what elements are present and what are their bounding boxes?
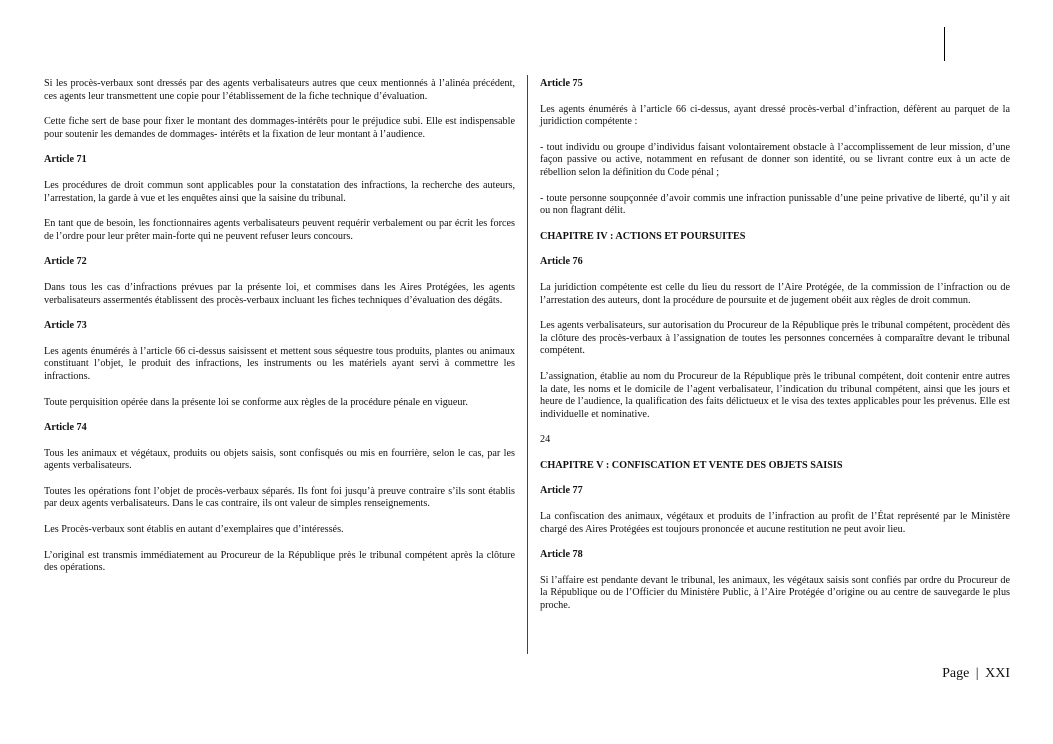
article-heading-72: Article 72 xyxy=(44,256,87,268)
paragraph: Les agents verbalisateurs, sur autorisation du Procureur de la République près le tribunal compétent, procèdent dès la clôture des procès-verbaux à l’assignation de toutes les personnes concernées à comparaître devant le tribunal compétent. xyxy=(540,320,1010,357)
article-heading-78: Article 78 xyxy=(540,549,583,561)
paragraph: Les Procès-verbaux sont établis en autant d’exemplaires que d’intéressés. xyxy=(44,524,344,536)
paragraph: Toutes les opérations font l’objet de procès-verbaux séparés. Ils font foi jusqu’à preuve contraire s’ils sont établis par deux agents verbalisateurs. Dans le cas contraire, ils ont valeur de simples renseignements. xyxy=(44,485,515,510)
paragraph: Cette fiche sert de base pour fixer le montant des dommages-intérêts pour le préjudice subi. Elle est indispensable pour soutenir les demandes de dommages- intérêts et la fixation de leur montant à l’audience. xyxy=(44,116,515,140)
paragraph: Les procédures de droit commun sont applicables pour la constatation des infractions, la recherche des auteurs, l’arrestation, la garde à vue et les enquêtes ainsi que la saisine du tribunal. xyxy=(44,179,515,204)
page-label: Page xyxy=(942,666,970,681)
paragraph: La juridiction compétente est celle du lieu du ressort de l’Aire Protégée, de la commission de l’infraction ou de l’arrestation des auteurs, dont la procédure de poursuite et de jugement obéit aux règles de droit commun. xyxy=(540,281,1010,306)
chapter-heading-4: CHAPITRE IV : ACTIONS ET POURSUITES xyxy=(540,230,746,242)
paragraph: Dans tous les cas d’infractions prévues par la présente loi, et commises dans les Aires Protégées, les agents verbalisateurs assermentés établissent des procès-verbaux incluant les fiches techniques d’évaluation des dégâts. xyxy=(44,281,515,306)
right-column xyxy=(540,78,1010,626)
article-heading-73: Article 73 xyxy=(44,320,87,332)
page-footer xyxy=(942,665,1010,683)
page-number: XXI xyxy=(985,666,1010,681)
article-heading-75: Article 75 xyxy=(540,78,583,89)
paragraph: - toute personne soupçonnée d’avoir commis une infraction punissable d’une peine privative de liberté, qu’il y ait ou non flagrant délit. xyxy=(540,192,1010,217)
paragraph: L’original est transmis immédiatement au Procureur de la République près le tribunal compétent après la clôture des opérations. xyxy=(44,549,515,574)
page-reference: 24 xyxy=(540,434,551,446)
paragraph: En tant que de besoin, les fonctionnaires agents verbalisateurs peuvent requérir verbalement ou par écrit les forces de l’ordre pour leur prêter main-forte qui ne peuvent refuser leurs concours. xyxy=(44,218,515,242)
paragraph: La confiscation des animaux, végétaux et produits de l’infraction au profit de l’État représenté par le Ministère chargé des Aires Protégées est toujours prononcée et aucune restitution ne peut avoir lieu. xyxy=(540,511,1010,535)
article-heading-77: Article 77 xyxy=(540,485,583,497)
paragraph: Les agents énumérés à l’article 66 ci-dessus, ayant dressé procès-verbal d’infraction, défèrent au parquet de la juridiction compétente : xyxy=(540,103,1010,128)
left-column xyxy=(44,78,515,588)
header-rule xyxy=(944,27,945,61)
paragraph: Si l’affaire est pendante devant le tribunal, les animaux, les végétaux saisis sont confiés par ordre du Procureur de la République ou de l’Officier du Ministère Public, à l’Aire Protégée d’origine ou au centre de sauvegarde le plus proche. xyxy=(540,574,1010,612)
paragraph: Tous les animaux et végétaux, produits ou objets saisis, sont confisqués ou mis en fourrière, selon le cas, par les agents verbalisateurs. xyxy=(44,447,515,472)
paragraph: Les agents énumérés à l’article 66 ci-dessus saisissent et mettent sous séquestre tous produits, plantes ou animaux constituant l’objet, le produit des infractions, les instruments ou les matériels ayant servi à commettre les infractions. xyxy=(44,345,515,382)
page-separator: | xyxy=(975,666,979,681)
paragraph: L’assignation, établie au nom du Procureur de la République près le tribunal compétent, doit contenir entre autres la date, les noms et le domicile de l’agent verbalisateur, l’indication du tribunal compétent, ainsi que les jours et heure de l’audience, la qualification des faits délictueux et le visa des textes applicables pour les prévenus. Elle est individuelle et nominative. xyxy=(540,370,1010,420)
article-heading-74: Article 74 xyxy=(44,422,87,434)
article-heading-76: Article 76 xyxy=(540,256,583,268)
paragraph: - tout individu ou groupe d’individus faisant volontairement obstacle à l’accomplissement de leur mission, d’une façon passive ou active, notamment en refusant de donner son identité, ou se livrant contre eux à un acte de rébellion selon la définition du Code pénal ; xyxy=(540,141,1010,178)
paragraph: Toute perquisition opérée dans la présente loi se conforme aux règles de la procédure pénale en vigueur. xyxy=(44,396,468,408)
column-divider xyxy=(527,75,528,654)
article-heading-71: Article 71 xyxy=(44,154,87,166)
paragraph: Si les procès-verbaux sont dressés par des agents verbalisateurs autres que ceux mentionnés à l’alinéa précédent, ces agents leur transmettent une copie pour l’établissement de la fiche technique d’évaluation. xyxy=(44,78,515,102)
chapter-heading-5: CHAPITRE V : CONFISCATION ET VENTE DES OBJETS SAISIS xyxy=(540,459,843,471)
